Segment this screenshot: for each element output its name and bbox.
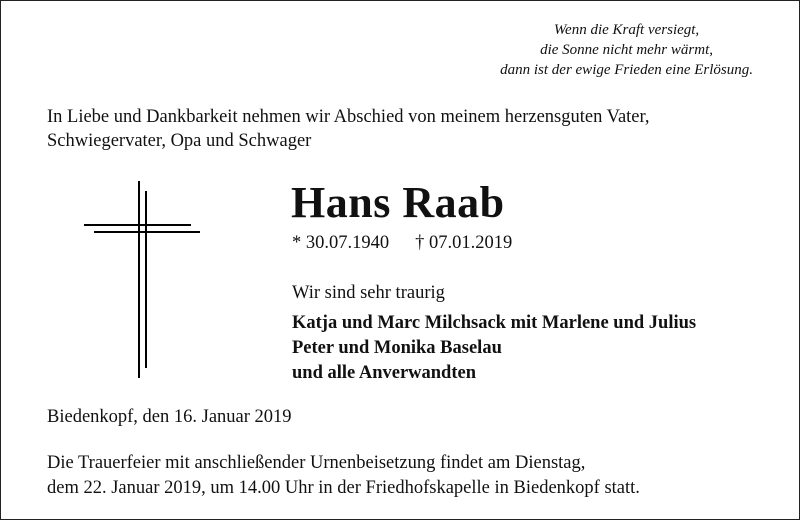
mourner-line: Katja und Marc Milchsack mit Marlene und Julius	[292, 313, 697, 333]
funeral-line: Die Trauerfeier mit anschließender Urnenbeisetzung findet am Dienstag,	[47, 453, 586, 473]
mourner-line: Peter und Monika Baselau	[292, 338, 502, 358]
birth-date: * 30.07.1940	[292, 233, 390, 253]
mourners	[292, 311, 696, 386]
life-dates	[292, 233, 538, 254]
funeral-info	[47, 451, 640, 501]
quote-line: Wenn die Kraft versiegt,	[553, 22, 700, 38]
sad-line: Wir sind sehr traurig	[292, 283, 445, 303]
place-date: Biedenkopf, den 16. Januar 2019	[47, 407, 292, 427]
quote-line: dann ist der ewige Frieden eine Erlösung.	[500, 62, 753, 78]
quote-line: die Sonne nicht mehr wärmt,	[540, 42, 713, 58]
death-date: † 07.01.2019	[415, 233, 513, 253]
mourner-line: und alle Anverwandten	[292, 363, 477, 383]
funeral-line: dem 22. Januar 2019, um 14.00 Uhr in der Friedhofskapelle in Biedenkopf statt.	[47, 478, 640, 498]
intro-line: Schwiegervater, Opa und Schwager	[47, 131, 312, 151]
intro-text	[47, 105, 650, 153]
deceased-name: Hans Raab	[291, 178, 505, 227]
intro-line: In Liebe und Dankbarkeit nehmen wir Abschied von meinem herzensguten Vater,	[47, 107, 650, 127]
quote	[500, 20, 753, 80]
